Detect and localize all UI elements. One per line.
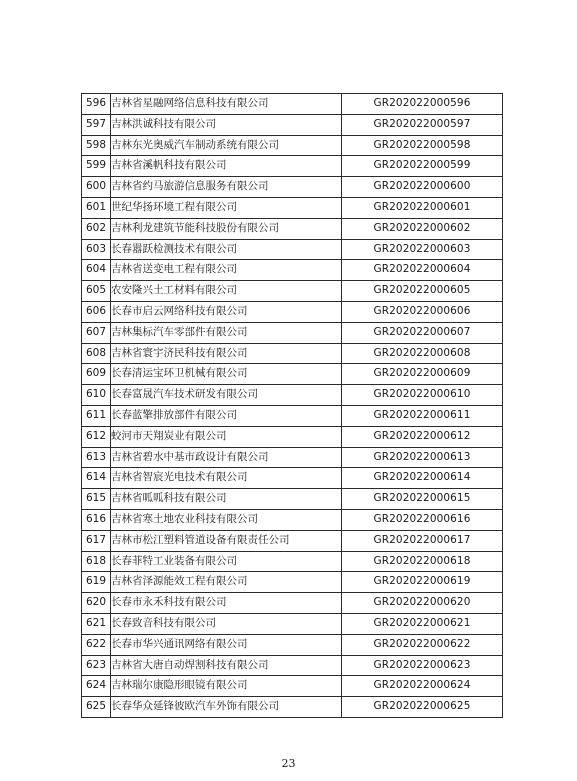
table-row xyxy=(82,301,503,322)
row-number-cell: 614 xyxy=(82,468,111,489)
certificate-code-cell: GR202022000621 xyxy=(342,613,503,634)
table-row xyxy=(82,364,503,385)
company-name-cell: 吉林省约马旅游信息服务有限公司 xyxy=(111,177,342,198)
row-number-cell: 604 xyxy=(82,260,111,281)
row-number-cell: 608 xyxy=(82,343,111,364)
certificate-table xyxy=(81,93,503,718)
row-number-cell: 601 xyxy=(82,197,111,218)
row-number-cell: 605 xyxy=(82,281,111,302)
row-number-cell: 622 xyxy=(82,634,111,655)
certificate-code-cell: GR202022000608 xyxy=(342,343,503,364)
company-name-cell: 蛟河市天翔炭业有限公司 xyxy=(111,426,342,447)
company-name-cell: 吉林集标汽车零部件有限公司 xyxy=(111,322,342,343)
company-name-cell: 农安隆兴土工材料有限公司 xyxy=(111,281,342,302)
row-number-cell: 621 xyxy=(82,613,111,634)
certificate-code-cell: GR202022000607 xyxy=(342,322,503,343)
certificate-code-cell: GR202022000612 xyxy=(342,426,503,447)
row-number-cell: 620 xyxy=(82,593,111,614)
certificate-code-cell: GR202022000623 xyxy=(342,655,503,676)
company-name-cell: 长春致音科技有限公司 xyxy=(111,613,342,634)
certificate-code-cell: GR202022000600 xyxy=(342,177,503,198)
certificate-code-cell: GR202022000597 xyxy=(342,114,503,135)
table-row xyxy=(82,572,503,593)
company-name-cell: 吉林省碧水中基市政设计有限公司 xyxy=(111,447,342,468)
row-number-cell: 596 xyxy=(82,94,111,115)
certificate-code-cell: GR202022000602 xyxy=(342,218,503,239)
row-number-cell: 606 xyxy=(82,301,111,322)
certificate-code-cell: GR202022000613 xyxy=(342,447,503,468)
company-name-cell: 吉林东光奥威汽车制动系统有限公司 xyxy=(111,135,342,156)
certificate-code-cell: GR202022000598 xyxy=(342,135,503,156)
table-row xyxy=(82,468,503,489)
certificate-code-cell: GR202022000616 xyxy=(342,509,503,530)
company-name-cell: 吉林省泽源能效工程有限公司 xyxy=(111,572,342,593)
row-number-cell: 623 xyxy=(82,655,111,676)
company-name-cell: 吉林省智宸光电技术有限公司 xyxy=(111,468,342,489)
table-row xyxy=(82,281,503,302)
row-number-cell: 616 xyxy=(82,509,111,530)
table-row xyxy=(82,530,503,551)
table-row xyxy=(82,197,503,218)
row-number-cell: 607 xyxy=(82,322,111,343)
table-row xyxy=(82,135,503,156)
row-number-cell: 603 xyxy=(82,239,111,260)
table-row xyxy=(82,509,503,530)
table-row xyxy=(82,239,503,260)
certificate-code-cell: GR202022000625 xyxy=(342,697,503,718)
company-name-cell: 长春清运宝环卫机械有限公司 xyxy=(111,364,342,385)
table-row xyxy=(82,593,503,614)
certificate-code-cell: GR202022000619 xyxy=(342,572,503,593)
table-row xyxy=(82,177,503,198)
table-row xyxy=(82,697,503,718)
company-name-cell: 吉林市松江塑料管道设备有限责任公司 xyxy=(111,530,342,551)
company-name-cell: 吉林省寰宇济民科技有限公司 xyxy=(111,343,342,364)
table-row xyxy=(82,655,503,676)
certificate-code-cell: GR202022000596 xyxy=(342,94,503,115)
company-name-cell: 长春华众延锋彼欧汽车外饰有限公司 xyxy=(111,697,342,718)
certificate-code-cell: GR202022000601 xyxy=(342,197,503,218)
row-number-cell: 615 xyxy=(82,489,111,510)
row-number-cell: 599 xyxy=(82,156,111,177)
company-name-cell: 长春富晟汽车技术研发有限公司 xyxy=(111,385,342,406)
company-name-cell: 吉林省寒土地农业科技有限公司 xyxy=(111,509,342,530)
row-number-cell: 619 xyxy=(82,572,111,593)
company-name-cell: 长春蓝擎排放部件有限公司 xyxy=(111,405,342,426)
page-number: 23 xyxy=(281,757,296,770)
certificate-code-cell: GR202022000622 xyxy=(342,634,503,655)
table-row xyxy=(82,489,503,510)
row-number-cell: 617 xyxy=(82,530,111,551)
certificate-code-cell: GR202022000624 xyxy=(342,676,503,697)
table-row xyxy=(82,94,503,115)
company-name-cell: 长春嚣跃检测技术有限公司 xyxy=(111,239,342,260)
row-number-cell: 598 xyxy=(82,135,111,156)
company-name-cell: 长春市永禾科技有限公司 xyxy=(111,593,342,614)
row-number-cell: 609 xyxy=(82,364,111,385)
row-number-cell: 618 xyxy=(82,551,111,572)
company-name-cell: 吉林省星融网络信息科技有限公司 xyxy=(111,94,342,115)
table-row xyxy=(82,426,503,447)
table-row xyxy=(82,114,503,135)
company-name-cell: 吉林瑞尔康隐形眼镜有限公司 xyxy=(111,676,342,697)
certificate-code-cell: GR202022000603 xyxy=(342,239,503,260)
company-name-cell: 吉林省溪帆科技有限公司 xyxy=(111,156,342,177)
certificate-code-cell: GR202022000604 xyxy=(342,260,503,281)
row-number-cell: 610 xyxy=(82,385,111,406)
certificate-code-cell: GR202022000614 xyxy=(342,468,503,489)
company-name-cell: 长春菲特工业装备有限公司 xyxy=(111,551,342,572)
row-number-cell: 625 xyxy=(82,697,111,718)
table-row xyxy=(82,343,503,364)
row-number-cell: 597 xyxy=(82,114,111,135)
certificate-code-cell: GR202022000618 xyxy=(342,551,503,572)
certificate-code-cell: GR202022000620 xyxy=(342,593,503,614)
table-row xyxy=(82,676,503,697)
company-name-cell: 吉林省送变电工程有限公司 xyxy=(111,260,342,281)
table-row xyxy=(82,551,503,572)
certificate-code-cell: GR202022000615 xyxy=(342,489,503,510)
table-row xyxy=(82,156,503,177)
certificate-code-cell: GR202022000609 xyxy=(342,364,503,385)
certificate-code-cell: GR202022000611 xyxy=(342,405,503,426)
certificate-code-cell: GR202022000606 xyxy=(342,301,503,322)
row-number-cell: 612 xyxy=(82,426,111,447)
certificate-table-body xyxy=(82,94,503,718)
certificate-code-cell: GR202022000617 xyxy=(342,530,503,551)
table-row xyxy=(82,613,503,634)
certificate-code-cell: GR202022000605 xyxy=(342,281,503,302)
company-name-cell: 长春市启云网络科技有限公司 xyxy=(111,301,342,322)
row-number-cell: 602 xyxy=(82,218,111,239)
company-name-cell: 吉林洪诚科技有限公司 xyxy=(111,114,342,135)
company-name-cell: 长春市华兴通讯网络有限公司 xyxy=(111,634,342,655)
row-number-cell: 611 xyxy=(82,405,111,426)
company-name-cell: 吉林利龙建筑节能科技股份有限公司 xyxy=(111,218,342,239)
table-row xyxy=(82,634,503,655)
table-row xyxy=(82,260,503,281)
company-name-cell: 吉林省呱呱科技有限公司 xyxy=(111,489,342,510)
table-row xyxy=(82,322,503,343)
row-number-cell: 600 xyxy=(82,177,111,198)
company-name-cell: 吉林省大唐自动焊割科技有限公司 xyxy=(111,655,342,676)
company-name-cell: 世纪华扬环境工程有限公司 xyxy=(111,197,342,218)
table-row xyxy=(82,447,503,468)
row-number-cell: 613 xyxy=(82,447,111,468)
row-number-cell: 624 xyxy=(82,676,111,697)
table-row xyxy=(82,218,503,239)
table-row xyxy=(82,385,503,406)
certificate-code-cell: GR202022000610 xyxy=(342,385,503,406)
certificate-code-cell: GR202022000599 xyxy=(342,156,503,177)
table-row xyxy=(82,405,503,426)
